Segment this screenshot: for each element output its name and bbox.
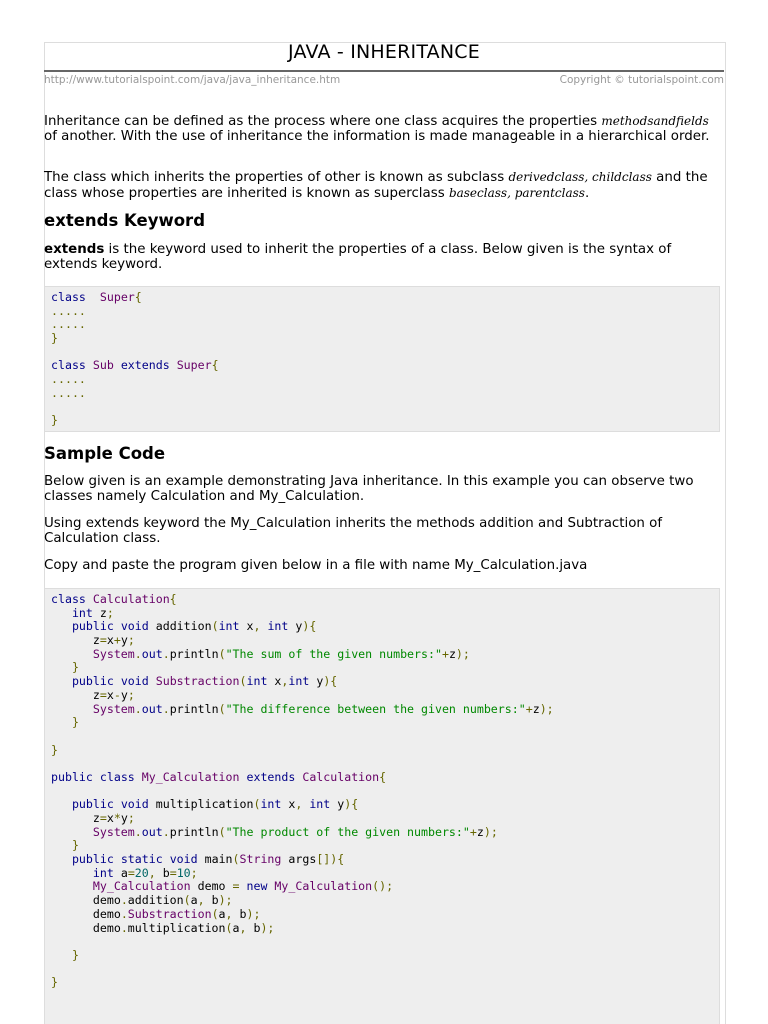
code-token: y	[309, 674, 324, 689]
code-token: }	[71, 715, 79, 730]
intro-paragraph-2	[44, 170, 724, 201]
code-token: {	[379, 769, 387, 784]
code-token: x	[239, 619, 254, 634]
text: and the class whose properties are inherited is known as superclass	[44, 170, 708, 201]
code-token: .	[120, 906, 128, 921]
code-token	[51, 619, 72, 633]
page-title: JAVA - INHERITANCE	[288, 41, 480, 63]
code-token: y	[288, 619, 303, 634]
emphasis: methodsandfields	[601, 114, 709, 128]
code-line	[51, 593, 719, 607]
code-token	[114, 797, 121, 811]
code-token: int	[92, 865, 114, 880]
code-line	[51, 922, 719, 936]
code-token: Substraction	[127, 906, 212, 921]
code-token: *	[113, 811, 121, 825]
code-token: int	[260, 797, 282, 812]
code-token: class	[99, 769, 135, 784]
code-token	[51, 702, 93, 716]
code-token: y	[120, 687, 128, 702]
code-token: x	[281, 797, 296, 812]
code-token: ;	[106, 605, 114, 620]
code-token: public	[51, 769, 93, 784]
code-line	[51, 812, 719, 826]
code-token: multiplication	[127, 920, 226, 935]
code-token: class	[51, 290, 86, 304]
code-token: .	[162, 701, 170, 716]
code-token: z	[448, 646, 456, 661]
code-token: .....	[51, 303, 86, 318]
code-token: int	[71, 605, 93, 620]
code-token: b	[155, 865, 170, 880]
code-token: z	[51, 633, 100, 648]
code-token: ;	[127, 687, 135, 702]
code-token: );	[455, 646, 470, 661]
code-token: a	[190, 893, 198, 908]
code-line	[51, 867, 719, 881]
code-token: void	[120, 619, 149, 634]
code-token: public	[71, 619, 114, 634]
code-token	[51, 647, 93, 661]
code-token: z	[532, 701, 540, 716]
code-token	[86, 592, 93, 606]
code-line	[51, 880, 719, 894]
code-line	[51, 607, 719, 621]
code-token	[170, 358, 177, 372]
code-token: demo	[51, 893, 121, 908]
code-token: 10	[176, 865, 191, 880]
code-line	[51, 359, 719, 373]
code-line	[51, 620, 719, 634]
code-line	[51, 291, 719, 305]
code-token: Calculation	[302, 769, 380, 784]
code-line	[51, 661, 719, 675]
code-token: demo	[51, 906, 121, 921]
code-token: ,	[253, 619, 261, 634]
code-line	[51, 703, 719, 717]
code-token: addition	[148, 619, 212, 634]
code-token	[86, 358, 93, 372]
code-token: =	[99, 633, 107, 648]
code-token: b	[232, 906, 247, 921]
code-token: (	[211, 906, 219, 921]
code-token: println	[169, 646, 219, 661]
code-token: System	[92, 701, 135, 716]
emphasis: derivedclass, childclass	[508, 170, 652, 184]
code-token: x	[106, 811, 114, 825]
code-token: );	[539, 701, 554, 716]
sample-code-heading: Sample Code	[44, 444, 166, 463]
code-token: }	[51, 742, 58, 757]
code-token: z	[476, 824, 484, 839]
code-line	[51, 414, 719, 428]
code-token	[51, 838, 72, 852]
code-token: y	[330, 797, 345, 812]
code-token: (	[218, 646, 226, 661]
code-line	[51, 976, 719, 990]
code-line	[51, 785, 719, 799]
code-token: String	[239, 852, 282, 867]
code-line	[51, 730, 719, 744]
code-token: ,	[225, 906, 233, 921]
code-token: .....	[51, 385, 86, 400]
code-token	[51, 797, 72, 811]
code-token: (	[218, 701, 226, 716]
code-token: a	[113, 865, 128, 880]
code-token: }	[71, 660, 79, 675]
code-token: demo	[51, 920, 121, 935]
code-token	[51, 948, 72, 962]
text: Inheritance can be defined as the process where one class acquires the properties	[44, 114, 602, 129]
code-token	[51, 674, 72, 688]
code-line	[51, 757, 719, 771]
text: The class which inherits the properties of other is known as subclass	[44, 170, 509, 185]
code-token: demo	[190, 879, 233, 894]
code-token: ,	[281, 674, 289, 689]
source-url-link[interactable]: http://www.tutorialspoint.com/java/java_inheritance.htm	[44, 74, 341, 86]
code-token: ){	[344, 797, 359, 812]
code-token: =	[99, 811, 107, 825]
code-token	[149, 674, 156, 688]
code-line	[51, 346, 719, 360]
code-line	[51, 332, 719, 346]
code-token: ){	[302, 619, 317, 634]
text: of another. With the use of inheritance the information is made manageable in a hierarchical order.	[44, 128, 710, 144]
code-token: ;	[127, 633, 135, 648]
code-token	[135, 770, 142, 784]
syntax-code-block	[44, 286, 720, 432]
code-token: println	[169, 701, 219, 716]
code-token: new	[246, 879, 268, 894]
code-token: int	[267, 619, 289, 634]
code-token: Super	[99, 290, 135, 304]
code-token: public	[71, 852, 114, 867]
code-token: x	[106, 687, 114, 702]
code-token: -	[113, 687, 121, 702]
code-token: +	[441, 646, 449, 661]
code-token: z	[51, 687, 100, 702]
code-token	[51, 606, 72, 620]
code-token: out	[141, 646, 163, 661]
code-token	[51, 715, 72, 729]
code-token: =	[99, 687, 107, 702]
code-token: (	[183, 893, 191, 908]
code-line	[51, 634, 719, 648]
code-token: .	[120, 920, 128, 935]
code-token	[51, 866, 93, 880]
code-token: Calculation	[92, 592, 170, 606]
code-token: x	[267, 674, 282, 689]
code-token: +	[469, 824, 477, 839]
code-token: addition	[127, 893, 184, 908]
code-token: ;	[190, 865, 198, 880]
code-token: Sub	[92, 358, 114, 373]
code-line	[51, 675, 719, 689]
extends-heading: extends Keyword	[44, 211, 206, 230]
code-token: (	[211, 619, 219, 634]
code-token: "The product of the given numbers:"	[225, 824, 470, 839]
code-token: int	[288, 674, 310, 689]
code-line	[51, 894, 719, 908]
code-line	[51, 318, 719, 332]
code-token: ){	[323, 674, 338, 689]
code-token	[114, 619, 121, 633]
code-token: 20	[134, 865, 149, 880]
code-token	[93, 770, 100, 784]
code-token: ;	[127, 811, 135, 825]
code-token: My_Calculation	[92, 879, 191, 894]
code-token: Substraction	[155, 674, 240, 689]
code-line	[51, 689, 719, 703]
code-line	[51, 771, 719, 785]
code-token: }	[71, 947, 79, 962]
code-token: a	[218, 906, 226, 921]
code-token: .	[134, 824, 142, 839]
code-token: y	[120, 633, 128, 648]
code-line	[51, 373, 719, 387]
code-token: void	[169, 852, 198, 867]
code-token	[114, 674, 121, 688]
code-token: extends	[246, 769, 296, 784]
code-token: "The sum of the given numbers:"	[225, 646, 442, 661]
code-token: ,	[197, 893, 205, 908]
title-divider	[44, 70, 724, 72]
code-token: out	[141, 824, 163, 839]
code-token: .....	[51, 372, 86, 387]
code-token: class	[51, 592, 86, 606]
code-token: }	[51, 331, 58, 346]
code-token: ,	[148, 865, 156, 880]
code-token	[51, 825, 93, 839]
code-token: out	[141, 701, 163, 716]
sample-paragraph-3: Copy and paste the program given below in a file with name My_Calculation.java	[44, 558, 588, 573]
text: .	[584, 185, 590, 201]
code-token: (	[218, 824, 226, 839]
code-token: Super	[176, 358, 212, 373]
code-token: (	[225, 920, 233, 935]
code-token: a	[232, 920, 240, 935]
sample-paragraph-2: Using extends keyword the My_Calculation inherits the methods addition and Subtraction of Calculation class.	[44, 516, 663, 546]
code-line	[51, 963, 719, 977]
code-token: .	[134, 646, 142, 661]
code-token: void	[120, 797, 149, 812]
code-token: (	[232, 852, 240, 867]
code-token: extends	[120, 358, 170, 373]
code-token: {	[169, 592, 177, 606]
code-token: []){	[316, 852, 345, 867]
code-token: My_Calculation	[141, 769, 240, 784]
code-token: }	[51, 975, 58, 990]
code-token: (	[253, 797, 261, 812]
code-token: ();	[372, 879, 394, 894]
code-token: System	[92, 646, 135, 661]
code-token: );	[483, 824, 498, 839]
code-token: multiplication	[148, 797, 254, 812]
code-token: );	[246, 906, 261, 921]
code-token: .	[162, 824, 170, 839]
code-token: {	[134, 290, 142, 304]
code-token: =	[169, 865, 177, 880]
code-line	[51, 716, 719, 730]
code-token: "The difference between the given numbers:"	[225, 701, 526, 716]
code-line	[51, 798, 719, 812]
code-token: args	[281, 852, 317, 867]
code-token: y	[120, 811, 128, 825]
code-token: .	[134, 701, 142, 716]
code-token: {	[211, 358, 219, 373]
code-line	[51, 401, 719, 415]
code-token: int	[246, 674, 268, 689]
code-token: ,	[295, 797, 303, 812]
code-token: z	[51, 811, 100, 825]
code-token: z	[92, 605, 107, 620]
code-token	[114, 358, 121, 372]
code-token: public	[71, 674, 114, 689]
code-token: println	[169, 824, 219, 839]
code-token: x	[106, 633, 114, 648]
code-token: =	[232, 879, 240, 894]
code-token: void	[120, 674, 149, 689]
code-token: int	[218, 619, 240, 634]
sample-paragraph-1: Below given is an example demonstrating Java inheritance. In this example you can observe two classes namely Calculation and My_Calculation.	[44, 474, 694, 504]
code-token: =	[127, 865, 135, 880]
code-token	[114, 852, 121, 866]
copyright-text: Copyright © tutorialspoint.com	[559, 74, 724, 86]
code-line	[51, 826, 719, 840]
code-token: .	[162, 646, 170, 661]
code-token	[51, 852, 72, 866]
sample-code-block	[44, 588, 720, 1024]
code-token	[163, 852, 170, 866]
code-token: My_Calculation	[274, 879, 373, 894]
code-token: (	[239, 674, 247, 689]
text: is the keyword used to inherit the properties of a class. Below given is the syntax of extends keyword.	[44, 242, 672, 272]
code-token	[51, 879, 93, 893]
emphasis: baseclass, parentclass	[448, 185, 585, 200]
code-token: b	[246, 920, 261, 935]
code-token	[51, 660, 72, 674]
code-token: }	[71, 838, 79, 853]
code-token: static	[120, 852, 163, 867]
code-line	[51, 305, 719, 319]
code-token	[86, 290, 100, 304]
code-token: System	[92, 824, 135, 839]
code-token: class	[51, 358, 86, 373]
code-token: main	[197, 852, 233, 867]
code-token: ,	[239, 920, 247, 935]
keyword-bold: extends	[44, 242, 105, 257]
code-line	[51, 853, 719, 867]
code-line	[51, 908, 719, 922]
code-token: public	[71, 797, 114, 812]
intro-paragraph-1	[44, 114, 724, 144]
code-line	[51, 949, 719, 963]
code-token: int	[309, 797, 331, 812]
code-token: .	[120, 893, 128, 908]
code-line	[51, 648, 719, 662]
code-token: );	[260, 920, 275, 935]
code-token: .....	[51, 317, 86, 332]
extends-paragraph	[44, 243, 724, 272]
code-token: b	[204, 893, 219, 908]
code-token: }	[51, 413, 58, 428]
code-token: +	[525, 701, 533, 716]
code-line	[51, 935, 719, 949]
code-token: );	[218, 893, 233, 908]
code-token: +	[113, 633, 121, 648]
code-line	[51, 387, 719, 401]
code-line	[51, 744, 719, 758]
code-line	[51, 839, 719, 853]
